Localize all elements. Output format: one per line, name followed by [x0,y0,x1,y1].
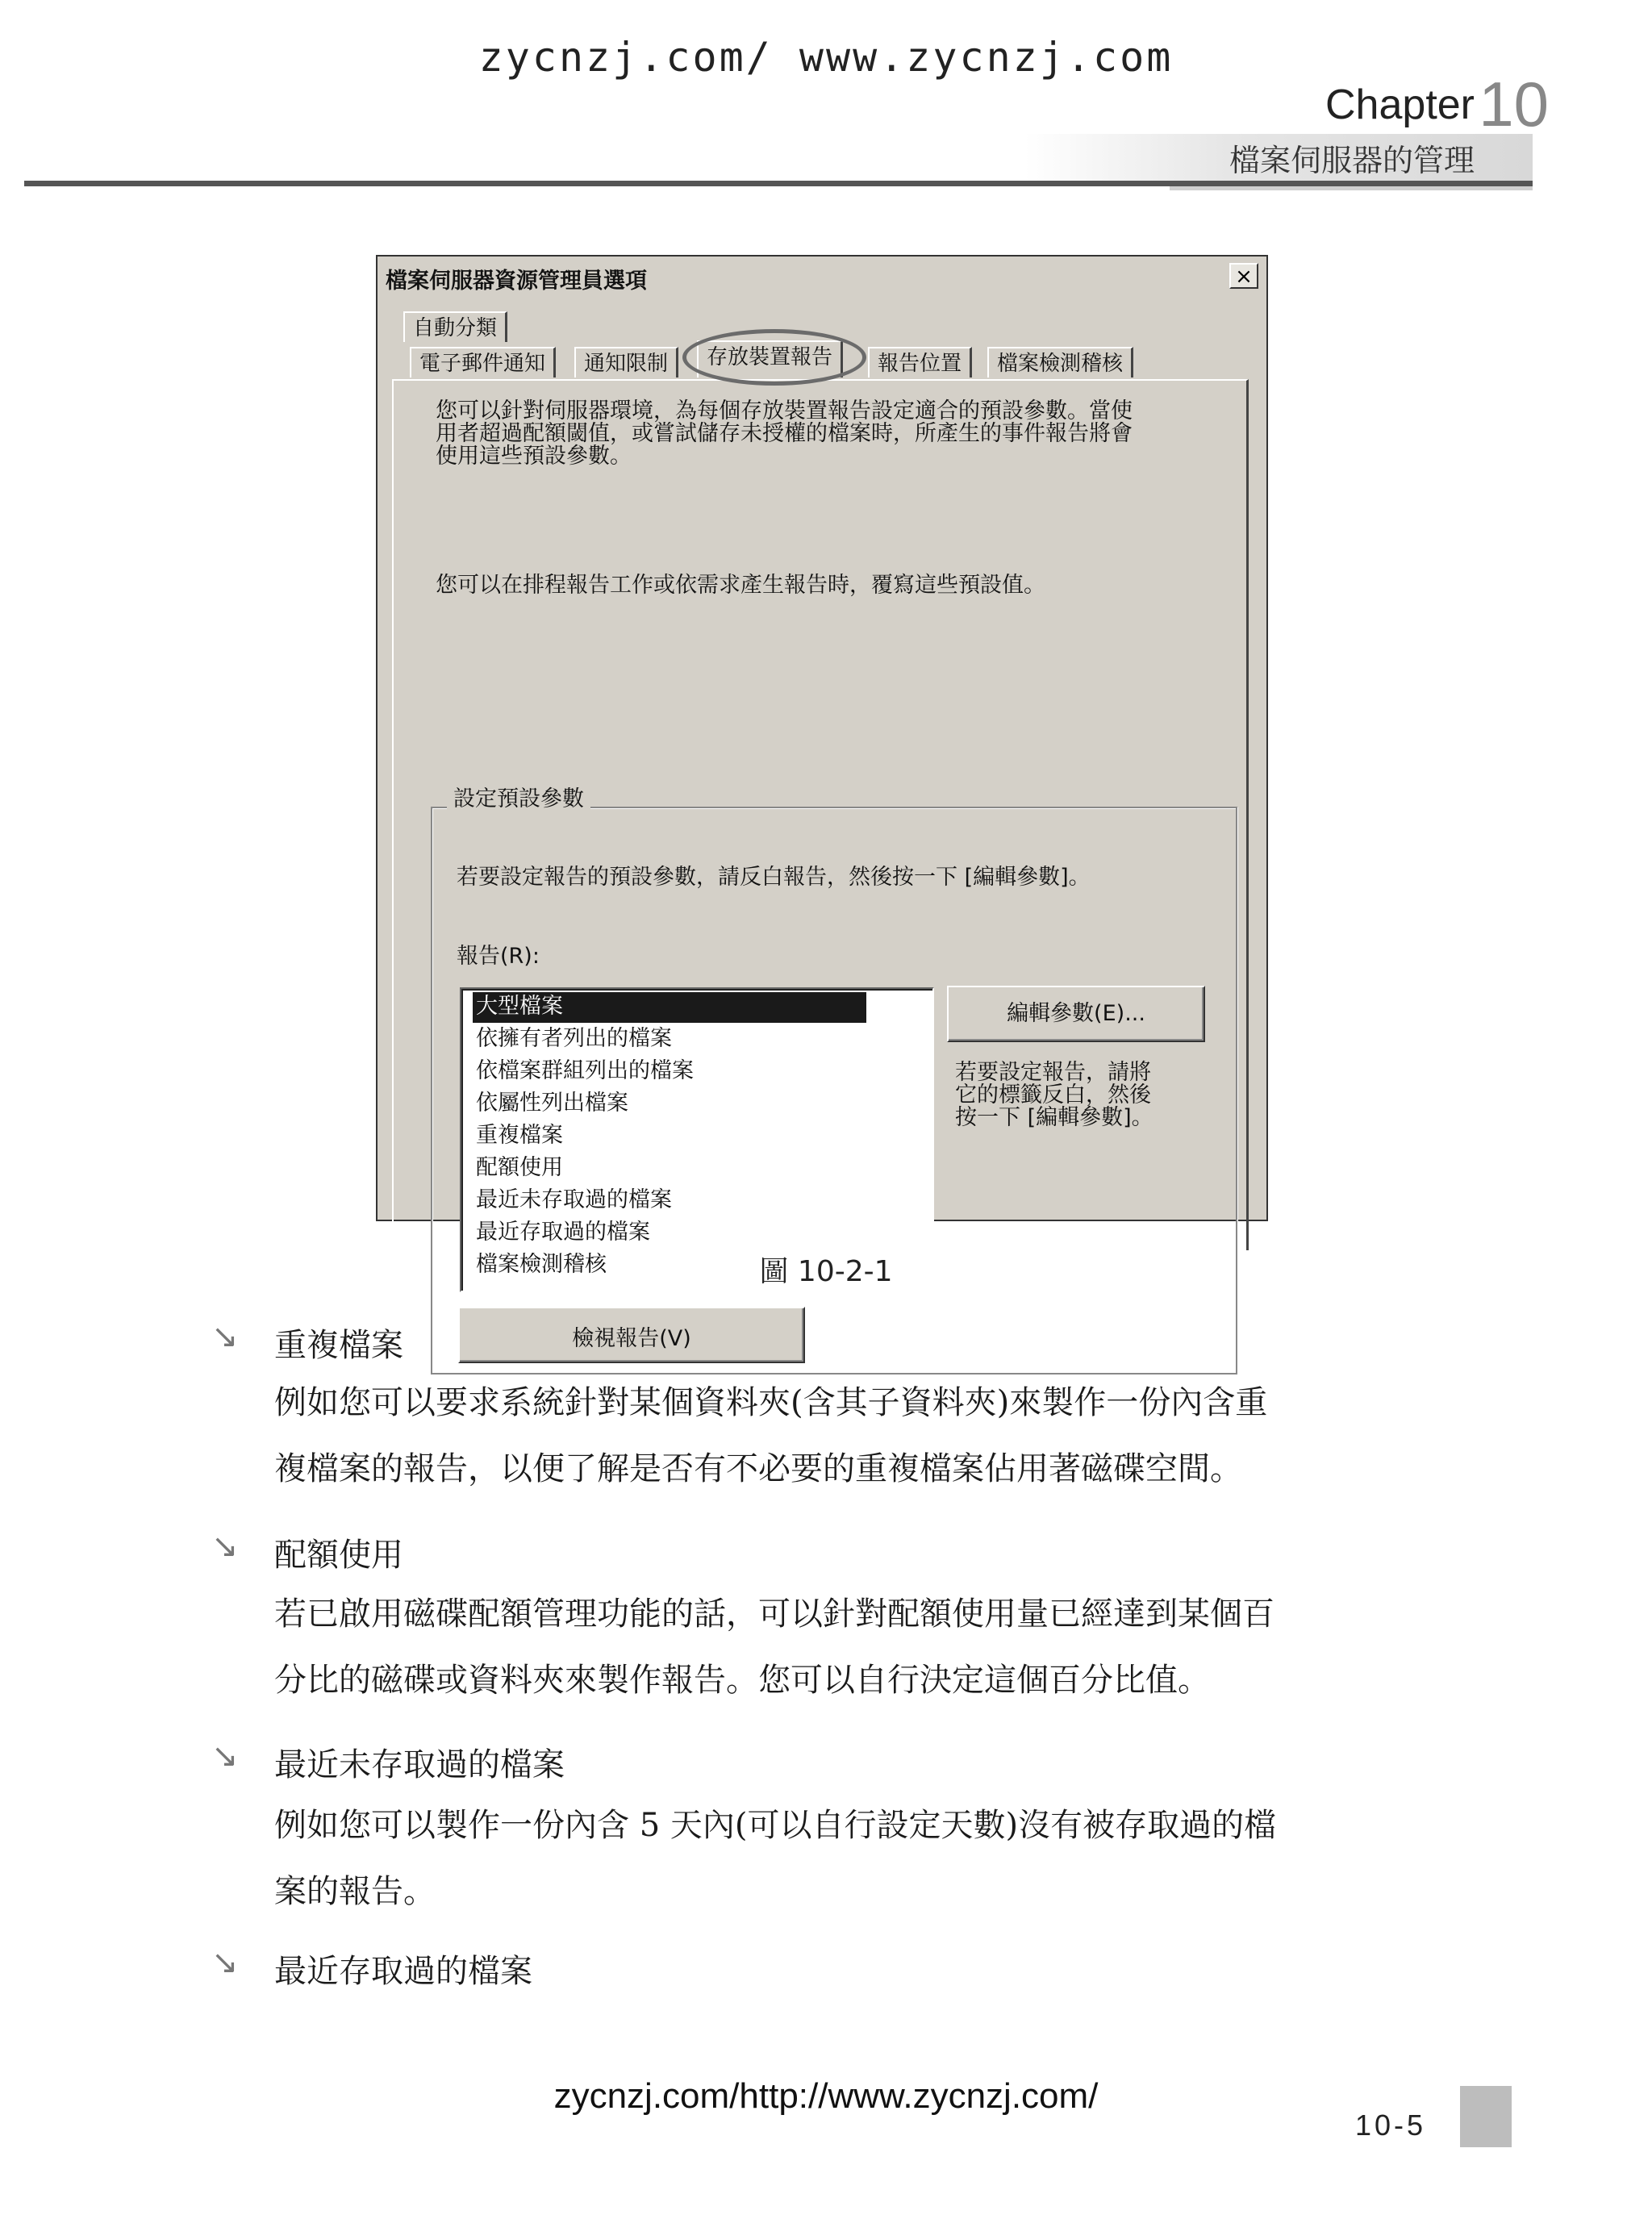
edit-hint [955,1062,1189,1129]
intro-line-1: 您可以針對伺服器環境，為每個存放裝置報告設定適合的預設參數。當使 [436,398,1133,423]
list-item[interactable]: 檔案檢測稽核 [476,1252,607,1277]
bullet-paragraph [274,1370,1436,1502]
bullet-title: 配額使用 [274,1537,403,1574]
tab-email-notification[interactable]: 電子郵件通知 [410,347,556,378]
tab-file-screen-audit[interactable]: 檔案檢測稽核 [987,347,1133,378]
bullet-title: 最近未存取過的檔案 [274,1746,565,1783]
bullet-title: 最近存取過的檔案 [274,1953,532,1990]
highlight-circle [682,329,866,386]
page-tab-marker [1460,2086,1512,2147]
bullet-paragraph [274,1581,1436,1713]
group-instruction: 若要設定報告的預設參數，請反白報告，然後按一下 [編輯參數]。 [457,865,1091,890]
figure-caption: 圖 10-2-1 [759,1255,893,1288]
arrow-down-right-icon: ↘ [211,1528,239,1565]
tab-report-locations[interactable]: 報告位置 [868,347,972,378]
arrow-down-right-icon: ↘ [211,1737,239,1775]
arrow-down-right-icon: ↘ [211,1318,239,1355]
edit-parameters-button[interactable]: 編輯參數(E)... [947,986,1205,1042]
intro-line-3: 使用這些預設參數。 [436,444,632,469]
arrow-down-right-icon: ↘ [211,1944,239,1981]
intro-line-2: 用者超過配額閾值，或嘗試儲存未授權的檔案時，所產生的事件報告將會 [436,421,1133,446]
footer-url: zycnzj.com/http://www.zycnzj.com/ [553,2076,1099,2116]
watermark-top: zycnzj.com/ www.zycnzj.com [478,34,1174,81]
edit-hint-line: 按一下 [編輯參數]。 [955,1105,1153,1130]
close-button[interactable]: × [1229,263,1258,289]
bullet-title: 重複檔案 [274,1327,403,1364]
header-rule [24,181,1533,186]
bullet-paragraph [274,1792,1436,1925]
list-item[interactable]: 最近未存取過的檔案 [476,1187,672,1212]
dialog-title: 檔案伺服器資源管理員選項 [386,269,647,294]
paragraph-line: 例如您可以要求系統針對某個資料夾(含其子資料夾)來製作一份內含重 [274,1384,1268,1421]
paragraph-line: 若已啟用磁碟配額管理功能的話，可以針對配額使用量已經達到某個百 [274,1596,1274,1633]
override-text: 您可以在排程報告工作或依需求產生報告時，覆寫這些預設值。 [436,573,1045,598]
header-rule-shadow [1170,186,1533,190]
paragraph-line: 案的報告。 [274,1873,436,1910]
dialog-titlebar [381,261,1263,294]
tab-auto-classification[interactable]: 自動分類 [403,311,507,342]
edit-hint-line: 若要設定報告，請將 [955,1060,1151,1085]
tab-notification-limits[interactable]: 通知限制 [574,347,678,378]
chapter-title: 檔案伺服器的管理 [1229,143,1475,178]
list-item[interactable]: 依檔案群組列出的檔案 [476,1058,694,1083]
chapter-number: 10 [1479,69,1549,140]
paragraph-line: 分比的磁碟或資料夾來製作報告。您可以自行決定這個百分比值。 [274,1662,1210,1699]
list-item[interactable]: 依屬性列出檔案 [476,1091,628,1116]
list-item[interactable]: 大型檔案 [473,992,866,1023]
paragraph-line: 例如您可以製作一份內含 5 天內(可以自行設定天數)沒有被存取過的檔 [274,1807,1277,1844]
list-item[interactable]: 配額使用 [476,1155,563,1180]
list-item[interactable]: 最近存取過的檔案 [476,1220,650,1245]
paragraph-line: 複檔案的報告，以便了解是否有不必要的重複檔案佔用著磁碟空間。 [274,1450,1242,1487]
view-reports-button[interactable]: 檢視報告(V) [458,1307,805,1363]
page-number: 10-5 [1355,2109,1427,2142]
edit-hint-line: 它的標籤反白，然後 [955,1082,1151,1108]
chapter-label: Chapter [1325,81,1475,128]
reports-listbox[interactable] [460,987,934,1292]
groupbox-label: 設定預設參數 [447,781,590,812]
list-item[interactable]: 重複檔案 [476,1123,563,1148]
list-item[interactable]: 依擁有者列出的檔案 [476,1026,672,1051]
tab-storage-reports[interactable]: 存放裝置報告 [697,340,843,378]
reports-label: 報告(R): [457,944,540,969]
